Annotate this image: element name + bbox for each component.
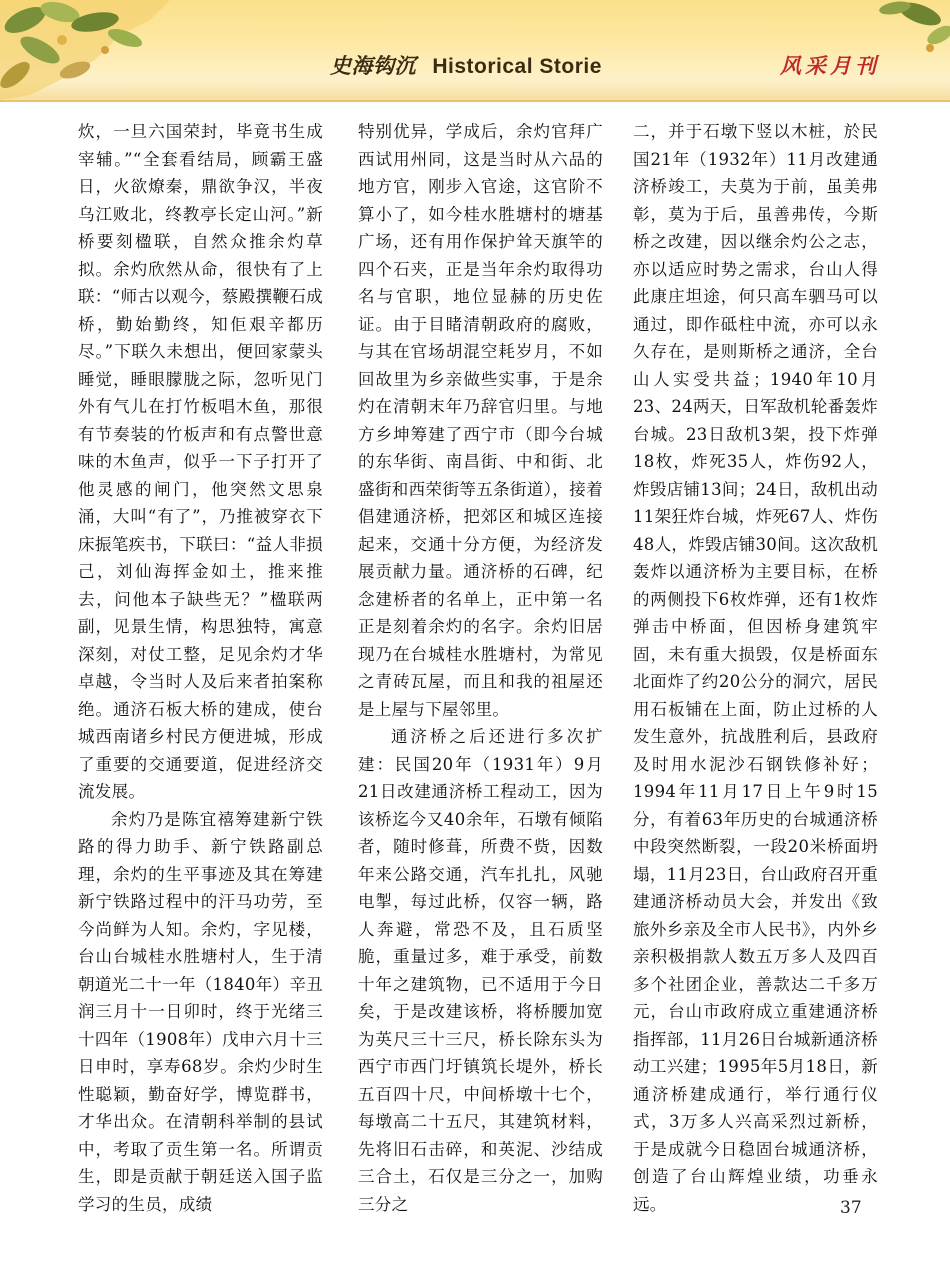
leaf-ornament-icon xyxy=(0,0,170,100)
article-column-2 xyxy=(358,118,603,1218)
section-title xyxy=(330,50,602,80)
section-title-cn: 史海钩沉 xyxy=(330,55,416,78)
page-number: 37 xyxy=(840,1198,862,1218)
paragraph: 通济桥之后还进行多次扩建：民国20年（1931年）9月21日改建通济桥工程动工，因为该桥迄今又40余年，石墩有倾陷者，随时修葺，所费不赀，因数年来公路交通，汽车扎扎，风驰电掣，每过此桥，仅容一辆，路人奔避，常恐不及，且石质坚脆，重量过多，难于承受，前数十年之建筑物，已不适用于今日矣，于是改建该桥，将桥腰加宽为英尺三十三尺，桥长除东头为西宁市西门圩镇筑长堤外，桥长五百四十尺，中间桥墩十七个，每墩高二十五尺，其建筑材料，先将旧石击碎，和英泥、沙结成三合土，石仅是三分之一，加购三分之 xyxy=(358,727,603,1214)
page-header xyxy=(0,0,950,102)
section-title-en: Historical Storie xyxy=(432,55,602,78)
article-column-1 xyxy=(78,118,323,1218)
paragraph: 余灼乃是陈宜禧筹建新宁铁路的得力助手、新宁铁路副总理，余灼的生平事迹及其在筹建新宁铁路过程中的汗马功劳，至今尚鲜为人知。余灼，字见楼，台山台城桂水胜塘村人，生于清朝道光二十一年（1840年）辛丑润三月十一日卯时，终于光绪三十四年（1908年）戊申六月十三日申时，享寿68岁。余灼少时生性聪颖，勤奋好学，博览群书，才华出众。在清朝科举制的县试中，考取了贡生第一名。所谓贡生，即是贡献于朝廷送入国子监学习的生员，成绩 xyxy=(78,809,323,1214)
paragraph: 炊，一旦六国荣封，毕竟书生成宰辅。”“全套看结局，顾霸王盛日，火欲燎秦，鼎欲争汉，半夜乌江败北，终教亭长定山河。”新桥要刻楹联，自然众推余灼草拟。余灼欣然从命，很快有了上联：“师古以观今，蔡殿撰鞭石成桥，勤始勤终，知佢艰辛都历尽。”下联久未想出，便回家蒙头睡觉，睡眼朦胧之际，忽听见门外有气儿在打竹板唱木鱼，那很有节奏装的竹板声和有点警世意味的木鱼声，似乎一下子打开了他灵感的闸门，他突然文思泉涌，大叫“有了”，乃推被穿衣下床振笔疾书，下联曰：“益人非损己，刘仙海挥金如土，推来推去，问他本子缺些无？”楹联两副，见景生情，构思独特，寓意深刻，对仗工整，足见余灼才华卓越，令当时人及后来者拍案称绝。通济石板大桥的建成，使台城西南诸乡村民方便进城，形成了重要的交通要道，促进经济交流发展。 xyxy=(78,122,323,801)
paragraph: 特别优异，学成后，余灼官拜广西试用州同，这是当时从六品的地方官，刚步入官途，这官阶不算小了，如今桂水胜塘村的塘基广场，还有用作保护耸天旗竿的四个石夹，正是当年余灼取得功名与官职，地位显赫的历史佐证。由于目睹清朝政府的腐败，与其在官场胡混空耗岁月，不如回故里为乡亲做些实事，于是余灼在清朝末年乃辞官归里。与地方乡坤筹建了西宁市（即今台城的东华街、南昌街、中和街、北盛街和西荣街等五条街道），接着倡建通济桥，把郊区和城区连接起来，交通十分方便，为经济发展贡献力量。通济桥的石碑，纪念建桥者的名单上，正中第一名正是刻着余灼的名字。余灼旧居现乃在台城桂水胜塘村，为常见之青砖瓦屋，而且和我的祖屋还是上屋与下屋邻里。 xyxy=(358,122,603,719)
magazine-title: 风采月刊 xyxy=(780,53,880,78)
article-column-3 xyxy=(633,118,878,1218)
paragraph: 二，并于石墩下竖以木桩，於民国21年（1932年）11月改建通济桥竣工，夫莫为于前，虽美弗彰，莫为于后，虽善弗传，今斯桥之改建，因以继余灼公之志，亦以适应时势之需求，台山人得此康庄坦途，何只高车驷马可以通过，即作砥柱中流，亦可以永久存在，是则斯桥之通济，全台山人实受共益；1940年10月23、24两天，日军敌机轮番轰炸台城。23日敌机3架，投下炸弹18枚，炸死35人，炸伤92人，炸毁店铺13间；24日，敌机出动11架狂炸台城，炸死67人、炸伤48人，炸毁店铺30间。这次敌机轰炸以通济桥为主要目标，在桥的两侧投下6枚炸弹，还有1枚炸弹击中桥面，但因桥身建筑牢固，未有重大损毁，仅是桥面东北面炸了约20公分的洞穴，居民用石板铺在上面，防止过桥的人发生意外，抗战胜利后，县政府及时用水泥沙石钢铁修补好；1994年11月17日上午9时15分，有着63年历史的台城通济桥中段突然断裂，一段20米桥面坍塌，11月23日，台山政府召开重建通济桥动员大会，并发出《致旅外乡亲及全市人民书》，内外乡亲积极捐款人数五万多人及四百多个社团企业，善款达二千多万元，台山市政府成立重建通济桥指挥部，11月26日台城新通济桥动工兴建；1995年5月18日，新通济桥建成通行，举行通行仪式，3万多人兴高采烈过新桥，于是成就今日稳固台城通济桥，创造了台山辉煌业绩，功垂永远。 xyxy=(633,122,878,1214)
